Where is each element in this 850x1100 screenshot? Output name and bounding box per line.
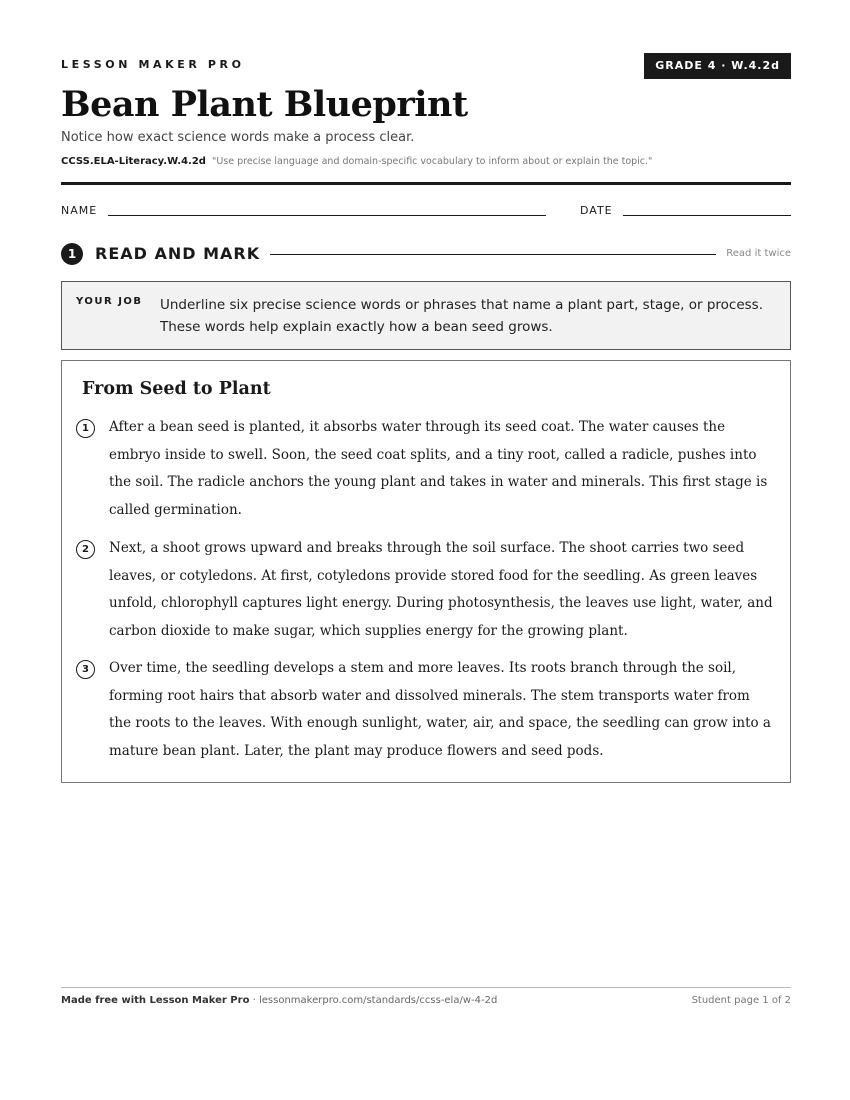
worksheet-page — [61, 0, 791, 1100]
paragraph-number: 1 — [76, 419, 95, 438]
footer-made-with: Made free with Lesson Maker Pro — [61, 995, 250, 1006]
paragraph-text[interactable]: Over time, the seedling develops a stem and more leaves. Its roots branch through the soil, forming root hairs that absorb water and dissolved minerals. The stem transports water from the roots to the leaves. With enough sunlight, water, air, and space, the seedling can grow into a mature bean plant. Later, the plant may produce flowers and seed pods. — [109, 660, 771, 759]
page-subtitle: Notice how exact science words make a process clear. — [61, 130, 415, 145]
brand-name: LESSON MAKER PRO — [61, 58, 245, 71]
paragraph-text[interactable]: After a bean seed is planted, it absorbs water through its seed coat. The water causes the embryo inside to swell. Soon, the seed coat splits, and a tiny root, called a radicle, pushes into the soil. The radicle anchors the young plant and takes in water and minerals. This first stage is called germination. — [109, 419, 768, 518]
standard-line — [61, 156, 652, 167]
paragraph-number: 3 — [76, 660, 95, 679]
footer-url[interactable]: · lessonmakerpro.com/standards/ccss-ela/w-4-2d — [252, 995, 498, 1006]
passage-paragraph — [76, 538, 776, 648]
passage-title: From Seed to Plant — [82, 379, 271, 399]
date-field[interactable] — [623, 215, 791, 216]
date-label: DATE — [580, 204, 613, 217]
section-title: READ AND MARK — [95, 244, 261, 263]
standard-code: CCSS.ELA-Literacy.W.4.2d — [61, 156, 206, 167]
page-title: Bean Plant Blueprint — [61, 84, 468, 125]
your-job-text: Underline six precise science words or phrases that name a plant part, stage, or process. These words help explain exactly how a bean seed grows. — [160, 297, 763, 335]
section-note: Read it twice — [726, 248, 791, 259]
your-job-box — [61, 281, 791, 350]
name-field[interactable] — [108, 215, 546, 216]
grade-badge: GRADE 4 · W.4.2d — [644, 53, 791, 79]
paragraph-text[interactable]: Next, a shoot grows upward and breaks through the soil surface. The shoot carries two seed leaves, or cotyledons. At first, cotyledons provide stored food for the seedling. As green leaves unfold, chlorophyll captures light energy. During photosynthesis, the leaves use light, water, and carbon dioxide to make sugar, which supplies energy for the growing plant. — [109, 540, 773, 639]
paragraph-number: 2 — [76, 540, 95, 559]
reading-passage — [61, 360, 791, 783]
footer-page-number: Student page 1 of 2 — [691, 995, 791, 1006]
passage-paragraph — [76, 658, 776, 768]
your-job-label: YOUR JOB — [76, 296, 143, 307]
header-divider — [61, 182, 791, 185]
section-number-badge: 1 — [61, 243, 83, 265]
footer-credit — [61, 995, 497, 1006]
standard-quote: "Use precise language and domain-specific vocabulary to inform about or explain the topic." — [211, 156, 653, 167]
footer-divider — [61, 987, 791, 988]
passage-paragraph — [76, 417, 776, 527]
section-divider — [270, 254, 716, 255]
name-label: NAME — [61, 204, 98, 217]
